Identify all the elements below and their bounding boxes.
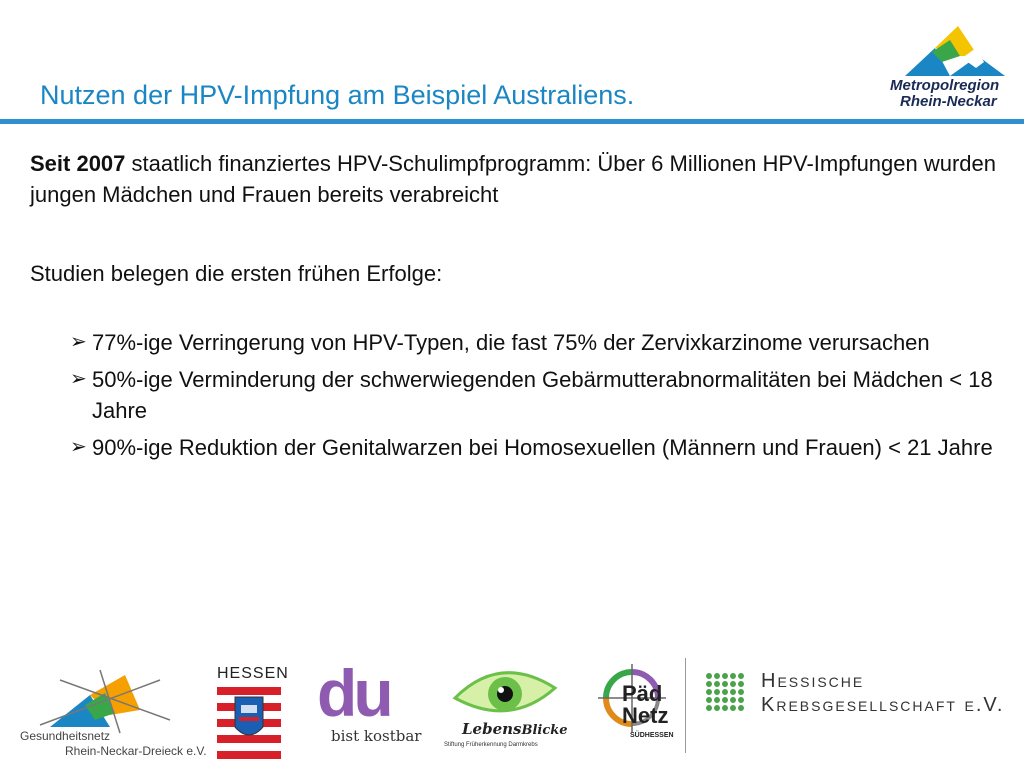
intro-text: staatlich finanziertes HPV-Schulimpfprogramm: Über 6 Millionen HPV-Impfungen wurden jungen Mädchen und Frauen bereits verabreicht [30,151,997,207]
arrow-bullet-icon: ➢ [70,436,87,458]
findings-list [30,327,1015,463]
paednetz-line2: Netz [622,703,669,728]
list-item-text: 50%-ige Verminderung der schwerwiegenden Gebärmutterabnormalitäten bei Mädchen < 18 Jahre [92,367,993,423]
title-divider [0,119,1024,124]
lebensblicke-name-b: Blicke [521,723,568,738]
list-item-text: 90%-ige Reduktion der Genitalwarzen bei Homosexuellen (Männern und Frauen) < 21 Jahre [92,435,993,460]
slide-body [30,148,1015,469]
lebensblicke-logo [440,658,570,758]
logo-divider [685,658,686,753]
metropolregion-mark-icon [880,18,1020,78]
list-item [30,432,1015,463]
metropolregion-line2: Rhein-Neckar [900,93,997,110]
paednetz-region: SÜDHESSEN [630,732,674,739]
list-item [30,364,1015,426]
krebsgesellschaft-line2: Krebsgesellschaft e.V. [761,694,1005,716]
arrow-bullet-icon: ➢ [70,331,87,353]
gesundheitsnetz-line2: Rhein-Neckar-Dreieck e.V. [65,744,207,758]
slide-title: Nutzen der HPV-Impfung am Beispiel Australiens. [40,80,635,110]
hessische-krebsgesellschaft-logo [705,670,1020,750]
hessen-logo [215,665,289,760]
gesundheitsnetz-mark-icon [30,665,180,735]
arrow-bullet-icon: ➢ [70,368,87,390]
du-bist-kostbar-logo [315,656,422,760]
metropolregion-line1: Metropolregion [890,77,1000,94]
hessen-coat-of-arms-icon [217,685,281,759]
krebsgesellschaft-line1: Hessische [761,670,865,692]
subheading: Studien belegen die ersten frühen Erfolge: [30,261,443,286]
list-item-text: 77%-ige Verringerung von HPV-Typen, die fast 75% der Zervixkarzinome verursachen [92,330,930,355]
paednetz-line1: Päd [622,681,663,706]
du-tagline: bist kostbar [331,727,422,745]
hessen-label: HESSEN [217,665,289,682]
eye-icon [450,658,560,724]
lebensblicke-tagline: Stiftung Früherkennung Darmkrebs [444,742,538,748]
paednetz-logo [592,658,692,758]
krebsgesellschaft-dot-grid-icon [705,672,749,716]
lebensblicke-name [462,720,568,738]
metropolregion-wordmark [890,78,999,110]
list-item [30,327,1015,358]
sponsor-logos [0,650,1024,760]
gesundheitsnetz-line1: Gesundheitsnetz [20,729,111,743]
intro-bold: Seit 2007 [30,151,126,176]
du-word: du [317,656,390,730]
metropolregion-logo [880,18,1020,118]
lebensblicke-name-a: Lebens [462,720,522,738]
gesundheitsnetz-logo [15,665,207,760]
intro-paragraph [30,148,1015,210]
